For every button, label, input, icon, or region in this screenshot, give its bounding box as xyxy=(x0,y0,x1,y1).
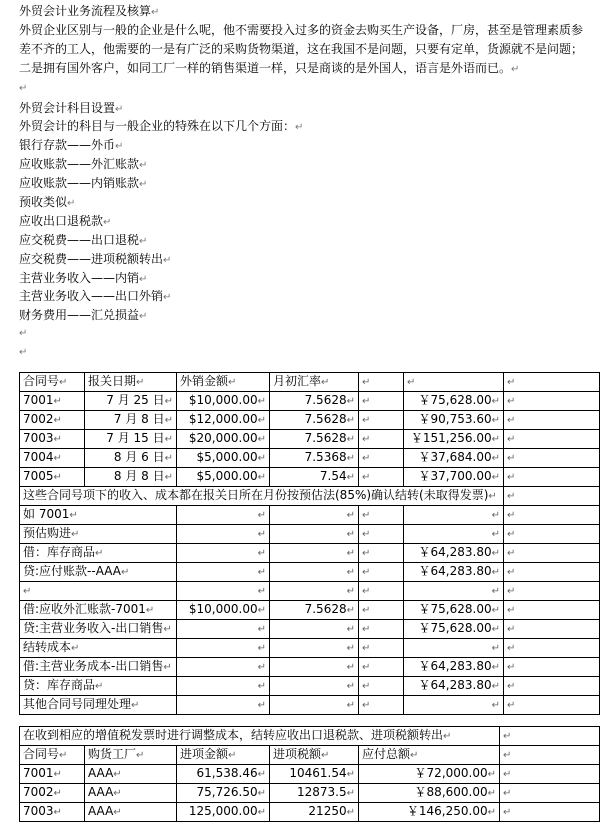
table-cell: ↵ xyxy=(504,487,600,506)
doc-title: 外贸会计业务流程及核算↵ xyxy=(19,4,160,18)
table-cell: ↵ xyxy=(359,639,404,658)
column-header: 应付总额↵ xyxy=(359,746,500,765)
table-cell: ↵ xyxy=(504,696,600,715)
section-title: 外贸会计科目设置↵ xyxy=(19,100,124,115)
intro-paragraph: 外贸企业区别与一般的企业是什么呢，他不需要投入过多的资金去购买生产设备，厂房，甚至是管理素质参差不齐的工人，他需要的一是有广泛的采购货物渠道，这在我国不是问题，只要有定单，货源就不是问题；二是拥有国外客户，如同工厂一样的销售渠道一样，只是商谈的是外国人，语言是外语而已。↵ xyxy=(19,22,584,75)
rmb-amount-cell: ￥37,684.00↵ xyxy=(404,449,504,468)
input-tax-cell: 21250↵ xyxy=(270,803,359,822)
entry-amount-cell: ↵ xyxy=(177,563,270,582)
contract-no-cell: 7001↵ xyxy=(20,765,85,784)
sales-table xyxy=(19,372,600,715)
entry-text-cell: 借:应收外汇账款-7001↵ xyxy=(20,601,177,620)
entry-rate-cell: ↵ xyxy=(270,639,359,658)
entry-text-cell: 贷:应付账款--AAA↵ xyxy=(20,563,177,582)
purchase-table xyxy=(19,726,600,822)
contract-no-cell: 7004↵ xyxy=(20,449,85,468)
table-cell: ↵ xyxy=(359,658,404,677)
table-cell: ↵ xyxy=(504,430,600,449)
entry-rmb-cell: ↵ xyxy=(404,639,504,658)
contract-no-cell: 7002↵ xyxy=(20,411,85,430)
journal-entry-row xyxy=(20,563,600,582)
table-cell: ↵ xyxy=(500,803,600,822)
table-cell: ↵ xyxy=(504,582,600,601)
exchange-rate-cell: 7.54↵ xyxy=(270,468,359,487)
entry-text-cell: 其他合同号同理处理↵ xyxy=(20,696,177,715)
account-item: 应收出口退税款↵ xyxy=(19,213,112,228)
empty-paragraph: ↵ xyxy=(19,82,28,94)
table-cell: ↵ xyxy=(359,430,404,449)
column-header: 进项金额↵ xyxy=(177,746,270,765)
entry-amount-cell: ↵ xyxy=(177,544,270,563)
journal-entry-row xyxy=(20,525,600,544)
table-cell: ↵ xyxy=(359,677,404,696)
input-amount-cell: 125,000.00↵ xyxy=(177,803,270,822)
account-item: 主营业务收入——出口外销↵ xyxy=(19,289,172,304)
rmb-amount-cell: ￥75,628.00↵ xyxy=(404,392,504,411)
rmb-amount-cell: ￥37,700.00↵ xyxy=(404,468,504,487)
entry-amount-cell: ↵ xyxy=(177,506,270,525)
contract-no-cell: 7003↵ xyxy=(20,803,85,822)
table-cell: ↵ xyxy=(504,563,600,582)
column-header: 进项税额↵ xyxy=(270,746,359,765)
entry-rmb-cell: ↵ xyxy=(404,582,504,601)
export-amount-cell: $5,000.00↵ xyxy=(177,468,270,487)
entry-rate-cell: ↵ xyxy=(270,544,359,563)
entry-amount-cell: ↵ xyxy=(177,658,270,677)
account-item: 主营业务收入——内销↵ xyxy=(19,270,148,285)
table-cell: ↵ xyxy=(500,765,600,784)
entry-text-cell: 贷:主营业务收入-出口销售↵ xyxy=(20,620,177,639)
empty-paragraph: ↵ xyxy=(19,347,28,359)
input-tax-cell: 12873.5↵ xyxy=(270,784,359,803)
export-amount-cell: $10,000.00↵ xyxy=(177,392,270,411)
section-intro: 外贸会计的科目与一般企业的特殊在以下几个方面：↵ xyxy=(19,119,304,134)
entry-amount-cell: ↵ xyxy=(177,677,270,696)
account-item: 预收类似↵ xyxy=(19,194,76,209)
table-cell: ↵ xyxy=(500,784,600,803)
column-header: 购货工厂↵ xyxy=(85,746,177,765)
table-header-row xyxy=(20,746,600,765)
entry-rmb-cell: ↵ xyxy=(404,506,504,525)
entry-amount-cell: ↵ xyxy=(177,639,270,658)
table-cell: ↵ xyxy=(359,373,404,392)
account-item: 应交税费——进项税额转出↵ xyxy=(19,251,172,266)
declare-date-cell: 7 月 15 日↵ xyxy=(85,430,177,449)
entry-text-cell: 借:主营业务成本-出口销售↵ xyxy=(20,658,177,677)
entry-text-cell: ↵ xyxy=(20,582,177,601)
journal-entry-row xyxy=(20,544,600,563)
declare-date-cell: 7 月 25 日↵ xyxy=(85,392,177,411)
journal-entry-row xyxy=(20,639,600,658)
entry-rate-cell: 7.5628↵ xyxy=(270,601,359,620)
account-item: 银行存款——外币↵ xyxy=(19,138,124,153)
column-header: 合同号↵ xyxy=(20,373,85,392)
journal-entry-row xyxy=(20,696,600,715)
account-item: 应收账款——外汇账款↵ xyxy=(19,157,148,172)
entry-rmb-cell: ↵ xyxy=(404,696,504,715)
table-cell: ↵ xyxy=(504,601,600,620)
journal-entry-row xyxy=(20,582,600,601)
total-payable-cell: ￥72,000.00↵ xyxy=(359,765,500,784)
table-note: 这些合同号项下的收入、成本都在报关日所在月份按预估法(85%)确认结转(未取得发票)↵ xyxy=(20,487,504,506)
table-cell: ↵ xyxy=(504,392,600,411)
contract-no-cell: 7001↵ xyxy=(20,392,85,411)
declare-date-cell: 7 月 8 日↵ xyxy=(85,411,177,430)
rmb-amount-cell: ￥90,753.60↵ xyxy=(404,411,504,430)
entry-rate-cell: ↵ xyxy=(270,677,359,696)
declare-date-cell: 8 月 6 日↵ xyxy=(85,449,177,468)
declare-date-cell: 8 月 8 日↵ xyxy=(85,468,177,487)
table-cell: ↵ xyxy=(359,506,404,525)
table-cell: ↵ xyxy=(504,677,600,696)
table-row xyxy=(20,430,600,449)
column-header: 报关日期↵ xyxy=(85,373,177,392)
column-header: 月初汇率↵ xyxy=(270,373,359,392)
entry-rate-cell: ↵ xyxy=(270,620,359,639)
journal-entry-row xyxy=(20,620,600,639)
table-cell: ↵ xyxy=(359,392,404,411)
entry-amount-cell: $10,000.00↵ xyxy=(177,601,270,620)
entry-rmb-cell: ￥64,283.80↵ xyxy=(404,677,504,696)
table-cell: ↵ xyxy=(359,525,404,544)
table-cell: ↵ xyxy=(500,746,600,765)
table-cell: ↵ xyxy=(500,727,600,746)
entry-amount-cell: ↵ xyxy=(177,525,270,544)
export-amount-cell: $20,000.00↵ xyxy=(177,430,270,449)
table-cell: ↵ xyxy=(359,563,404,582)
document-body xyxy=(19,2,594,363)
table-cell: ↵ xyxy=(359,696,404,715)
factory-cell: AAA↵ xyxy=(85,765,177,784)
total-payable-cell: ￥88,600.00↵ xyxy=(359,784,500,803)
entry-rmb-cell: ￥75,628.00↵ xyxy=(404,620,504,639)
entry-amount-cell: ↵ xyxy=(177,582,270,601)
factory-cell: AAA↵ xyxy=(85,803,177,822)
exchange-rate-cell: 7.5368↵ xyxy=(270,449,359,468)
table-row xyxy=(20,449,600,468)
entry-rmb-cell: ￥64,283.80↵ xyxy=(404,563,504,582)
table-cell: ↵ xyxy=(504,658,600,677)
entry-rate-cell: ↵ xyxy=(270,582,359,601)
table-cell: ↵ xyxy=(504,373,600,392)
exchange-rate-cell: 7.5628↵ xyxy=(270,411,359,430)
table-cell: ↵ xyxy=(359,468,404,487)
journal-entry-row xyxy=(20,601,600,620)
table-cell: ↵ xyxy=(504,411,600,430)
account-item: 应交税费——出口退税↵ xyxy=(19,232,148,247)
table-cell: ↵ xyxy=(359,620,404,639)
table-header-row xyxy=(20,373,600,392)
account-item: 财务费用——汇兑损益↵ xyxy=(19,308,148,323)
contract-no-cell: 7002↵ xyxy=(20,784,85,803)
table-row xyxy=(20,784,600,803)
table-cell: ↵ xyxy=(504,525,600,544)
journal-entry-row xyxy=(20,677,600,696)
table-row xyxy=(20,411,600,430)
table-cell: ↵ xyxy=(504,449,600,468)
table-cell: ↵ xyxy=(504,620,600,639)
input-amount-cell: 75,726.50↵ xyxy=(177,784,270,803)
table-row xyxy=(20,468,600,487)
entry-rate-cell: ↵ xyxy=(270,525,359,544)
table-cell: ↵ xyxy=(504,468,600,487)
export-amount-cell: $5,000.00↵ xyxy=(177,449,270,468)
entry-rmb-cell: ￥64,283.80↵ xyxy=(404,658,504,677)
table-cell: ↵ xyxy=(359,601,404,620)
table-note: 在收到相应的增值税发票时进行调整成本，结转应收出口退税款、进项税额转出↵ xyxy=(20,727,500,746)
entry-rate-cell: ↵ xyxy=(270,506,359,525)
entry-rmb-cell: ↵ xyxy=(404,525,504,544)
table-cell: ↵ xyxy=(359,582,404,601)
entry-rate-cell: ↵ xyxy=(270,658,359,677)
total-payable-cell: ￥146,250.00↵ xyxy=(359,803,500,822)
table-row xyxy=(20,392,600,411)
table-cell: ↵ xyxy=(359,449,404,468)
journal-entry-row xyxy=(20,506,600,525)
column-header: 外销金额↵ xyxy=(177,373,270,392)
entry-amount-cell: ↵ xyxy=(177,696,270,715)
table-row xyxy=(20,765,600,784)
table-cell: ↵ xyxy=(504,639,600,658)
entry-text-cell: 预估购进↵ xyxy=(20,525,177,544)
table-cell: ↵ xyxy=(404,373,504,392)
table-cell: ↵ xyxy=(504,506,600,525)
journal-entry-row xyxy=(20,658,600,677)
entry-rmb-cell: ￥75,628.00↵ xyxy=(404,601,504,620)
table-cell: ↵ xyxy=(359,411,404,430)
entry-rate-cell: ↵ xyxy=(270,563,359,582)
exchange-rate-cell: 7.5628↵ xyxy=(270,392,359,411)
table-row xyxy=(20,803,600,822)
factory-cell: AAA↵ xyxy=(85,784,177,803)
entry-text-cell: 借：库存商品↵ xyxy=(20,544,177,563)
table-cell: ↵ xyxy=(504,544,600,563)
empty-paragraph: ↵ xyxy=(19,328,28,340)
entry-rate-cell: ↵ xyxy=(270,696,359,715)
contract-no-cell: 7005↵ xyxy=(20,468,85,487)
entry-text-cell: 结转成本↵ xyxy=(20,639,177,658)
table-cell: ↵ xyxy=(359,544,404,563)
export-amount-cell: $12,000.00↵ xyxy=(177,411,270,430)
entry-text-cell: 如 7001↵ xyxy=(20,506,177,525)
rmb-amount-cell: ￥151,256.00↵ xyxy=(404,430,504,449)
note-row xyxy=(20,487,600,506)
note-row xyxy=(20,727,600,746)
entry-rmb-cell: ￥64,283.80↵ xyxy=(404,544,504,563)
exchange-rate-cell: 7.5628↵ xyxy=(270,430,359,449)
input-tax-cell: 10461.54↵ xyxy=(270,765,359,784)
entry-amount-cell: ↵ xyxy=(177,620,270,639)
input-amount-cell: 61,538.46↵ xyxy=(177,765,270,784)
column-header: 合同号↵ xyxy=(20,746,85,765)
account-item: 应收账款——内销账款↵ xyxy=(19,176,148,191)
contract-no-cell: 7003↵ xyxy=(20,430,85,449)
entry-text-cell: 贷：库存商品↵ xyxy=(20,677,177,696)
